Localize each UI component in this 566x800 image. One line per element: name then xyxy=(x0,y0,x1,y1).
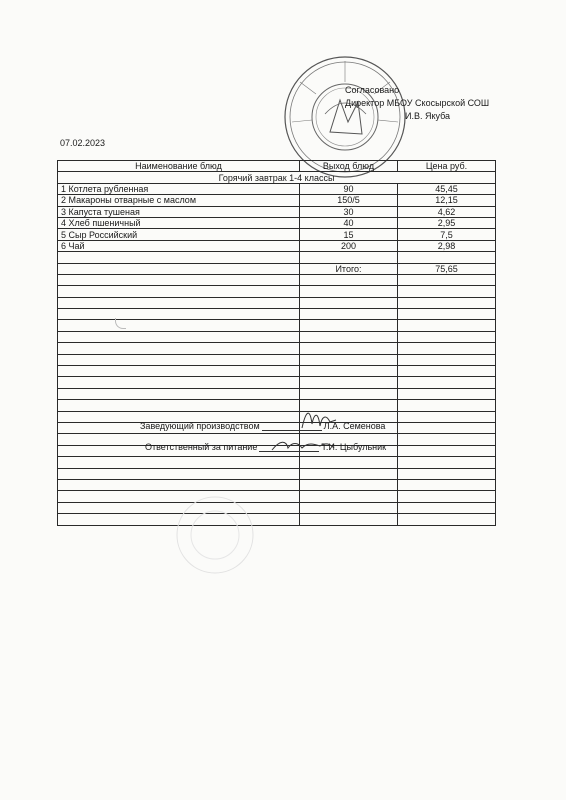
menu-date: 07.02.2023 xyxy=(60,138,106,148)
total-value: 75,65 xyxy=(398,263,496,274)
dish-name: 3 Капуста тушеная xyxy=(58,206,300,217)
empty-row xyxy=(58,388,496,399)
dish-name: 1 Котлета рубленная xyxy=(58,183,300,194)
empty-row xyxy=(58,400,496,411)
dish-price: 7,5 xyxy=(398,229,496,240)
dish-name: 5 Сыр Российский xyxy=(58,229,300,240)
approval-director-name: И.В. Якуба xyxy=(405,111,451,121)
table-row xyxy=(58,206,496,217)
empty-row xyxy=(58,457,496,468)
dish-portion: 200 xyxy=(300,240,398,251)
faint-seal-bleedthrough xyxy=(170,490,260,580)
dish-price: 2,95 xyxy=(398,217,496,228)
dish-name: 2 Макароны отварные с маслом xyxy=(58,195,300,206)
table-row xyxy=(58,195,496,206)
dish-name: 4 Хлеб пшеничный xyxy=(58,217,300,228)
approval-title: Согласовано xyxy=(345,85,400,95)
table-header-row xyxy=(58,161,496,172)
empty-row xyxy=(58,468,496,479)
dish-price: 4,62 xyxy=(398,206,496,217)
empty-row xyxy=(58,377,496,388)
dish-name: 6 Чай xyxy=(58,240,300,251)
approval-director: Директор МБОУ Скосырской СОШ xyxy=(345,98,490,108)
dish-portion: 30 xyxy=(300,206,398,217)
header-price: Цена руб. xyxy=(398,161,496,172)
empty-row xyxy=(58,479,496,490)
dish-portion: 90 xyxy=(300,183,398,194)
responsible-label: Ответственный за питание xyxy=(145,442,258,452)
header-dish-name: Наименование блюд xyxy=(58,161,300,172)
table-row xyxy=(58,240,496,251)
header-portion: Выход блюд xyxy=(300,161,398,172)
responsible-handwritten-signature xyxy=(268,436,338,456)
section-title: Горячий завтрак 1-4 классы xyxy=(58,172,496,183)
dish-price: 12,15 xyxy=(398,195,496,206)
responsible-name: Т.И. Цыбульник xyxy=(321,442,387,452)
empty-row xyxy=(58,274,496,285)
empty-row xyxy=(58,491,496,502)
empty-row xyxy=(58,252,496,263)
manager-label: Заведующий производством xyxy=(140,421,260,431)
empty-row xyxy=(58,502,496,513)
total-label: Итого: xyxy=(300,263,398,274)
empty-row xyxy=(58,331,496,342)
dish-price: 45,45 xyxy=(398,183,496,194)
manager-name: Л.А. Семенова xyxy=(323,421,386,431)
empty-row xyxy=(58,514,496,525)
menu-table xyxy=(57,160,496,526)
total-row xyxy=(58,263,496,274)
dish-portion: 40 xyxy=(300,217,398,228)
table-row xyxy=(58,217,496,228)
section-row xyxy=(58,172,496,183)
empty-row xyxy=(58,343,496,354)
dish-price: 2,98 xyxy=(398,240,496,251)
manager-handwritten-signature xyxy=(296,406,340,434)
empty-row xyxy=(58,366,496,377)
dish-portion: 150/5 xyxy=(300,195,398,206)
empty-row xyxy=(58,354,496,365)
responsible-signature-line xyxy=(145,442,386,452)
table-row xyxy=(58,183,496,194)
dish-portion: 15 xyxy=(300,229,398,240)
table-row xyxy=(58,229,496,240)
empty-row xyxy=(58,297,496,308)
manager-signature-line xyxy=(140,421,385,431)
approval-block xyxy=(345,84,489,123)
empty-row xyxy=(58,286,496,297)
